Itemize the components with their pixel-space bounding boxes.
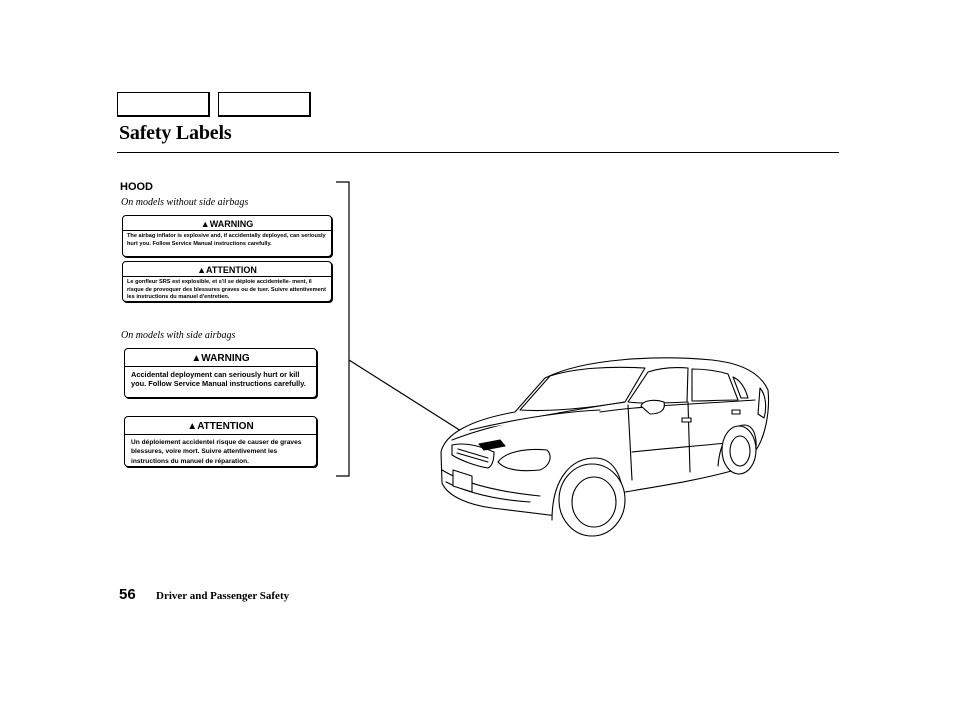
hood-heading: HOOD — [120, 181, 153, 193]
warning-triangle-icon: ▲ — [187, 421, 198, 432]
warning-triangle-icon: ▲ — [197, 265, 207, 275]
warning-triangle-icon: ▲ — [191, 353, 202, 364]
page-title: Safety Labels — [119, 122, 232, 144]
warning-label-small-head: ▲WARNING — [123, 219, 331, 231]
section-name: Driver and Passenger Safety — [156, 590, 290, 602]
attention-label-large-text: Un déploiement accidentel risque de causer de graves blessures, voire mort. Suivre attentivement les instructions du manuel de réparation. — [131, 439, 302, 465]
warning-label-small-text: The airbag inflator is explosive and, if accidentally deployed, can seriously hurt you. Follow Service Manual instructions carefully. — [127, 233, 326, 247]
page-number: 56 — [119, 586, 136, 603]
caption-without-side-airbags: On models without side airbags — [121, 197, 249, 208]
attention-label-large-head: ▲ATTENTION — [125, 421, 316, 435]
caption-with-side-airbags: On models with side airbags — [121, 330, 236, 341]
warning-label-large-head: ▲WARNING — [125, 353, 316, 367]
attention-label-small-head: ▲ATTENTION — [123, 265, 331, 277]
warning-label-large-text: Accidental deployment can seriously hurt or kill you. Follow Service Manual instructions carefully. — [131, 370, 306, 388]
car-drawing — [441, 358, 768, 536]
attention-label-small-text: Le gonfleur SRS est explosible, et s'il se déploie accidentelle- ment, il risque de provoquer des blessures graves ou de tuer. Suivre attentivement les instructions du manuel d'entretien. — [127, 279, 326, 301]
warning-triangle-icon: ▲ — [200, 219, 210, 229]
